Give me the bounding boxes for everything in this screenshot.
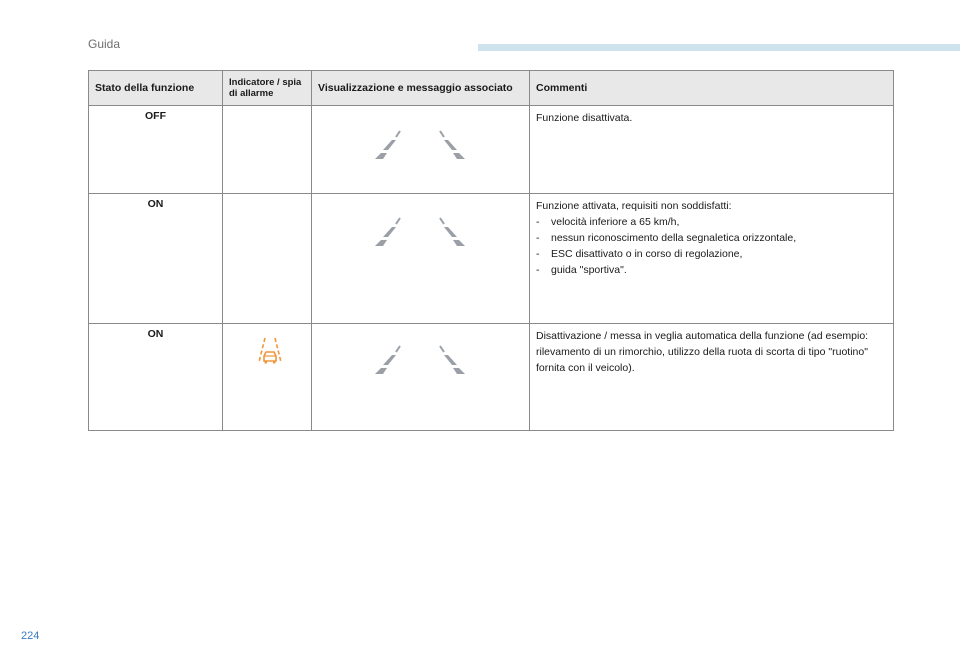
row-status: ON xyxy=(89,324,223,431)
lane-lines-grey-icon xyxy=(370,128,470,162)
header-indicatore: Indicatore / spia di allarme xyxy=(223,71,312,106)
row-display-cell xyxy=(312,194,530,324)
function-status-table xyxy=(88,70,894,431)
list-item: - nessun riconoscimento della segnaletica orizzontale, xyxy=(536,230,887,246)
table-row xyxy=(89,106,894,194)
table-header-row xyxy=(89,71,894,106)
row-comment: Disattivazione / messa in veglia automatica della funzione (ad esempio: rilevamento di un rimorchio, utilizzo della ruota di scorta di tipo "ruotino" fornita con il veicolo). xyxy=(530,324,894,431)
list-item: - guida "sportiva". xyxy=(536,262,887,278)
header-visualizzazione: Visualizzazione e messaggio associato xyxy=(312,71,530,106)
lane-departure-warning-orange-icon xyxy=(257,336,283,366)
header-stato: Stato della funzione xyxy=(89,71,223,106)
list-item: - ESC disattivato o in corso di regolazione, xyxy=(536,246,887,262)
row-indicator-cell xyxy=(223,324,312,431)
section-label: Guida xyxy=(88,37,121,51)
row-status: ON xyxy=(89,194,223,324)
header-commenti: Commenti xyxy=(530,71,894,106)
row-display-cell xyxy=(312,324,530,431)
lane-lines-grey-icon xyxy=(370,343,470,377)
row-indicator-cell xyxy=(223,194,312,324)
lane-lines-grey-icon xyxy=(370,215,470,249)
requirements-list xyxy=(536,214,887,278)
row-comment: Funzione disattivata. xyxy=(530,106,894,194)
row-display-cell xyxy=(312,106,530,194)
row-comment xyxy=(530,194,894,324)
row-indicator-cell xyxy=(223,106,312,194)
table-row xyxy=(89,194,894,324)
comment-intro: Funzione attivata, requisiti non soddisfatti: xyxy=(536,200,732,212)
section-accent-bar xyxy=(478,44,960,51)
row-status: OFF xyxy=(89,106,223,194)
list-item: - velocità inferiore a 65 km/h, xyxy=(536,214,887,230)
page-number: 224 xyxy=(21,630,40,642)
table-row xyxy=(89,324,894,431)
